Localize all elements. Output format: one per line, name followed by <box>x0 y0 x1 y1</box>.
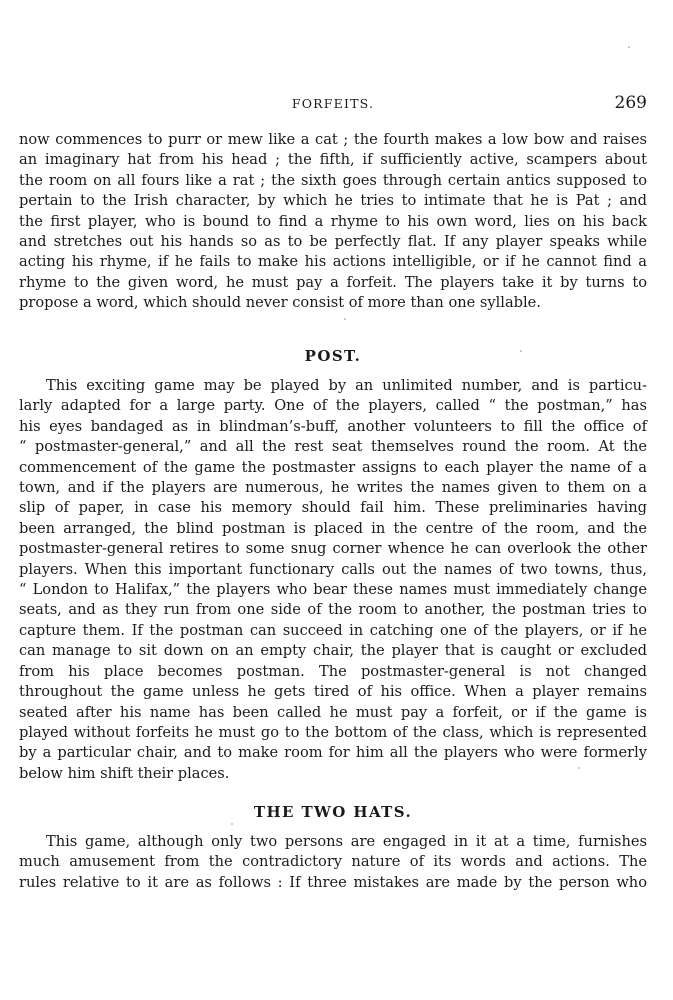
text-line: seats, and as they run from one side of the room to another, the postman tries to <box>19 601 647 619</box>
text-line: by a particular chair, and to make room for him all the players who were formerly <box>19 744 647 762</box>
text-line: acting his rhyme, if he fails to make his actions intelligible, or if he cannot find a <box>19 253 647 271</box>
text-line: and stretches out his hands so as to be perfectly flat. If any player speaks while <box>19 233 647 251</box>
text-line: capture them. If the postman can succeed in catching one of the players, or if he <box>19 621 647 639</box>
text-line: throughout the game unless he gets tired of his office. When a player remains <box>19 683 647 701</box>
text-line: propose a word, which should never consist of more than one syllable. <box>19 294 541 312</box>
text-line: an imaginary hat from his head ; the fifth, if sufficiently active, scampers about <box>19 151 647 169</box>
paragraph-two-hats <box>19 832 647 893</box>
text-line: the room on all fours like a rat ; the sixth goes through certain antics supposed to <box>19 171 647 189</box>
paragraph-continued <box>19 130 647 314</box>
text-line: much amusement from the contradictory nature of its words and actions. The <box>19 853 647 871</box>
paragraph-post <box>19 376 647 784</box>
section-heading-two-hats: THE TWO HATS. <box>253 803 413 821</box>
text-line: This exciting game may be played by an unlimited number, and is particu- <box>46 377 647 394</box>
text-line: from his place becomes postman. The postmaster-general is not changed <box>19 662 647 680</box>
text-line: This game, although only two persons are engaged in it at a time, furnishes <box>46 833 647 850</box>
text-line: “ postmaster-general,” and all the rest seat themselves round the room. At the <box>19 438 647 456</box>
text-line: can manage to sit down on an empty chair, the player that is caught or excluded <box>19 642 647 660</box>
text-line: pertain to the Irish character, by which he tries to intimate that he is Pat ; and <box>19 192 647 210</box>
text-line: been arranged, the blind postman is placed in the centre of the room, and the <box>19 519 647 537</box>
text-line: seated after his name has been called he must pay a forfeit, or if the game is <box>19 703 647 721</box>
paper-speck <box>578 767 580 769</box>
text-line: slip of paper, in case his memory should fail him. These preliminaries having <box>19 499 647 517</box>
text-line: his eyes bandaged as in blindman’s-buff, another volunteers to fill the office of <box>19 417 647 435</box>
text-line: “ London to Halifax,” the players who bear these names must immediately change <box>19 581 647 599</box>
text-line: rules relative to it are as follows : If three mistakes are made by the person who <box>19 873 647 891</box>
text-line: town, and if the players are numerous, he writes the names given to them on a <box>19 479 647 497</box>
paper-speck <box>344 318 346 320</box>
page-number: 269 <box>614 93 647 113</box>
running-header <box>19 93 647 116</box>
text-line: larly adapted for a large party. One of the players, called “ the postman,” has <box>19 397 647 415</box>
text-line: played without forfeits he must go to the bottom of the class, which is represented <box>19 723 647 741</box>
text-line: below him shift their places. <box>19 764 230 782</box>
section-heading-post: POST. <box>304 347 362 365</box>
text-line: commencement of the game the postmaster assigns to each player the name of a <box>19 458 647 476</box>
text-line: rhyme to the given word, he must pay a forfeit. The players take it by turns to <box>19 273 647 291</box>
text-line: the first player, who is bound to find a rhyme to his own word, lies on his back <box>19 212 647 230</box>
text-line: now commences to purr or mew like a cat ; the fourth makes a low bow and raises <box>19 131 647 148</box>
text-line: players. When this important functionary calls out the names of two towns, thus, <box>19 560 647 578</box>
paper-speck <box>231 823 233 825</box>
paper-speck <box>628 46 630 48</box>
text-line: postmaster-general retires to some snug corner whence he can overlook the other <box>19 540 647 558</box>
paper-speck <box>520 350 522 352</box>
running-title: FORFEITS. <box>291 96 375 111</box>
